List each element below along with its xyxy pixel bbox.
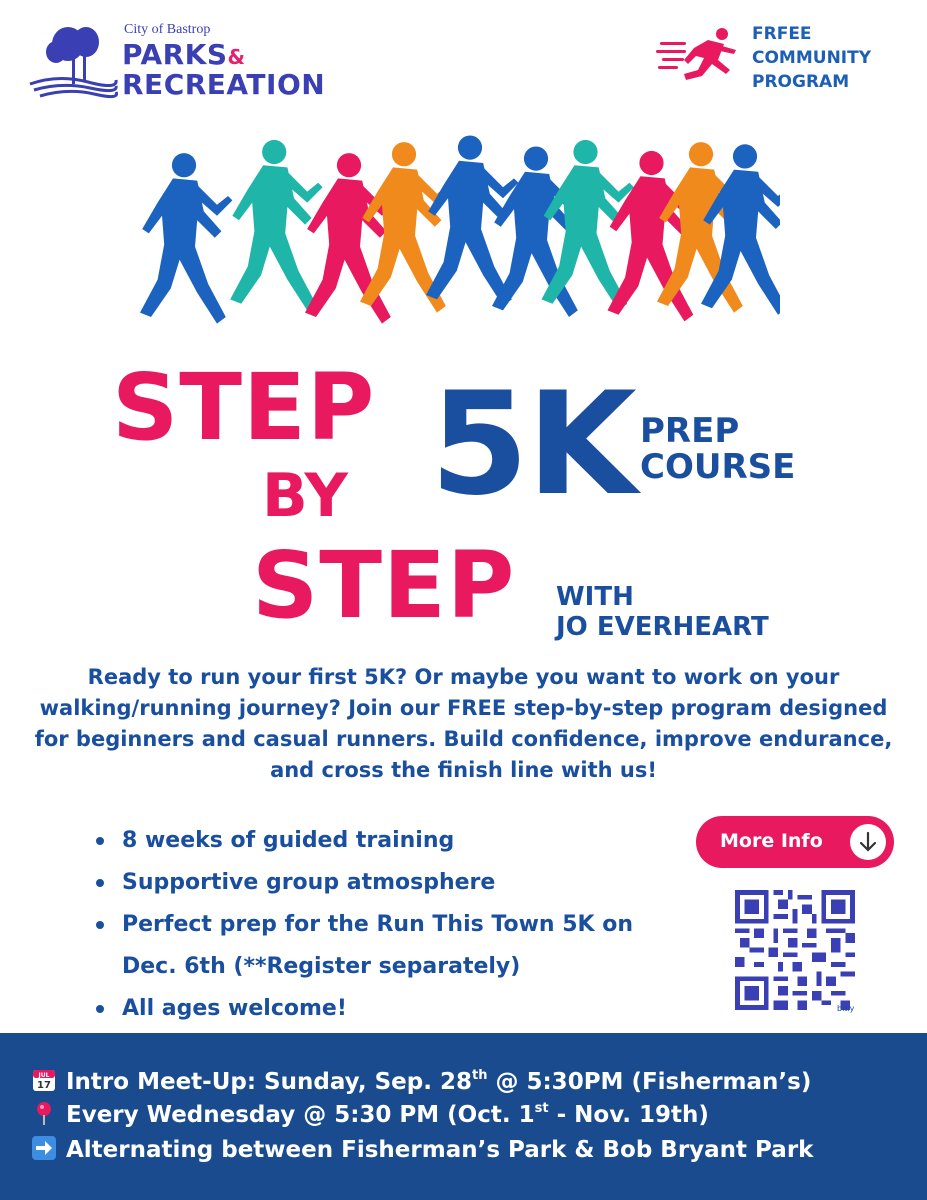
intro-meetup-time: @ 5:30PM (Fisherman’s) bbox=[487, 1069, 812, 1095]
list-item: Perfect prep for the Run This Town 5K on Dec. 6th (**Register separately) bbox=[92, 904, 672, 988]
list-item: Supportive group atmosphere bbox=[92, 862, 672, 904]
instructor-name: JO EVERHEART bbox=[556, 612, 769, 642]
runners-illustration bbox=[140, 130, 780, 350]
more-info-label: More Info bbox=[720, 830, 823, 852]
calendar-icon-day: 17 bbox=[37, 1080, 51, 1091]
qr-brand-label: bitly bbox=[837, 1004, 855, 1013]
schedule-locations bbox=[32, 1135, 813, 1165]
schedule-intro-meetup bbox=[32, 1067, 811, 1097]
list-item: All ages welcome! bbox=[92, 988, 672, 1030]
title-with: WITH bbox=[556, 582, 634, 612]
title-with-instructor bbox=[556, 582, 769, 642]
arrow-right-icon bbox=[32, 1136, 56, 1160]
program-description: Ready to run your first 5K? Or maybe you want to work on your walking/running journey? Join our FREE step-by-step program designed for beginners and casual runners. Build confidence, improve endurance, and cross the finish line with us! bbox=[34, 665, 893, 782]
free-program-line-3: PROGRAM bbox=[752, 72, 850, 92]
intro-meetup-ordinal: th bbox=[471, 1068, 488, 1083]
list-item: 8 weeks of guided training bbox=[92, 820, 672, 862]
schedule-weekly bbox=[32, 1100, 709, 1130]
logo-ampersand: & bbox=[227, 45, 246, 69]
arrow-down-icon bbox=[850, 824, 886, 860]
more-info-button[interactable] bbox=[696, 816, 894, 868]
calendar-icon-month: JUL bbox=[38, 1072, 50, 1079]
calendar-icon bbox=[32, 1068, 56, 1092]
weekly-ordinal: st bbox=[534, 1101, 549, 1116]
logo-city-text: City of Bastrop bbox=[124, 22, 211, 37]
schedule-footer bbox=[0, 1033, 927, 1200]
weekly-dates: - Nov. 19th) bbox=[548, 1102, 709, 1128]
free-program-line-2: COMMUNITY bbox=[752, 48, 872, 68]
qr-code[interactable] bbox=[735, 888, 855, 1012]
title-course: COURSE bbox=[640, 447, 796, 487]
parks-logo-tree-icon bbox=[28, 22, 118, 100]
logo-parks-word: PARKS bbox=[122, 38, 228, 71]
sprinting-runner-icon bbox=[656, 24, 742, 88]
free-program-text bbox=[752, 22, 922, 94]
intro-meetup-text: Intro Meet-Up: Sunday, Sep. 28 bbox=[66, 1069, 472, 1095]
title-prep-course bbox=[640, 413, 795, 485]
free-program-line-1: FRFEE bbox=[752, 24, 812, 44]
locations-text: Alternating between Fisherman’s Park & Bob Bryant Park bbox=[66, 1137, 814, 1163]
weekly-text: Every Wednesday @ 5:30 PM (Oct. 1 bbox=[66, 1102, 535, 1128]
title-step-1: STEP bbox=[112, 354, 376, 461]
feature-list bbox=[92, 820, 672, 1030]
title-step-2: STEP bbox=[252, 532, 516, 639]
title-5k: 5K bbox=[430, 362, 635, 527]
location-pin-icon bbox=[32, 1101, 56, 1125]
title-prep: PREP bbox=[640, 411, 740, 451]
logo-recreation-text: RECREATION bbox=[122, 68, 326, 101]
title-by: BY bbox=[262, 461, 348, 531]
